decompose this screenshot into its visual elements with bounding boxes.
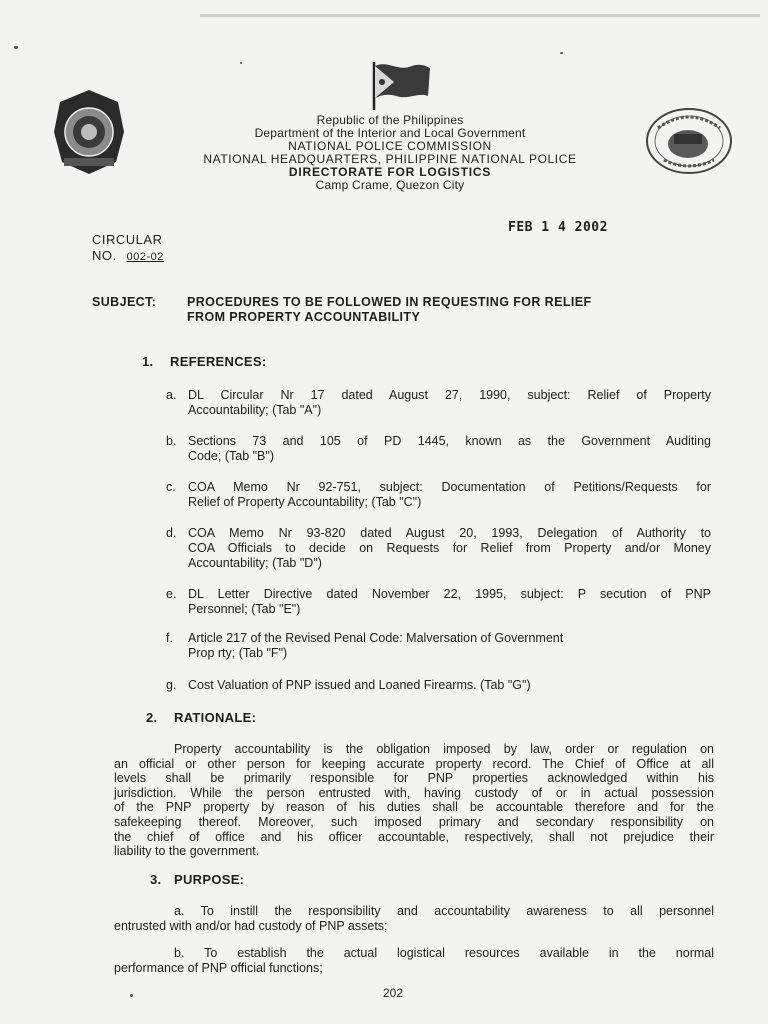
circular-label: CIRCULAR <box>92 232 163 247</box>
scan-speck <box>130 994 133 997</box>
section-references-heading: 1. REFERENCES: <box>142 354 267 369</box>
philippine-flag-icon <box>368 58 432 112</box>
reference-item-e: e. DL Letter Directive dated November 22, 1995, subject: P secution of PNP Personnel; (Tab "E") <box>166 587 711 616</box>
circular-number: 002-02 <box>126 251 164 263</box>
page-number: 202 <box>383 986 404 1000</box>
purpose-item-a: a. To instill the responsibility and accountability awareness to all personnel entrusted with and/or had custody of PNP assets; <box>114 904 714 933</box>
directorate-logistics-seal-icon <box>644 106 734 176</box>
reference-item-d: d. COA Memo Nr 93-820 dated August 20, 1993, Delegation of Authority to COA Officials to decide on Requests for Relief from Property and/or Money Accountability; (Tab "D") <box>166 526 711 570</box>
letterhead-department: Department of the Interior and Local Government <box>254 126 526 140</box>
letterhead-directorate: DIRECTORATE FOR LOGISTICS <box>288 165 492 179</box>
reference-item-a: a. DL Circular Nr 17 dated August 27, 1990, subject: Relief of Property Accountability; (Tab "A") <box>166 388 711 417</box>
letterhead-napolcom: NATIONAL POLICE COMMISSION <box>288 139 492 153</box>
subject-label: SUBJECT: <box>92 295 157 309</box>
letterhead <box>160 114 620 192</box>
section-purpose-heading: 3. PURPOSE: <box>150 872 245 887</box>
letterhead-headquarters: NATIONAL HEADQUARTERS, PHILIPPINE NATIONAL POLICE <box>203 152 577 166</box>
reference-item-g: g. Cost Valuation of PNP issued and Loaned Firearms. (Tab "G") <box>166 678 531 692</box>
letterhead-location: Camp Crame, Quezon City <box>315 178 465 192</box>
date-stamp: FEB 1 4 2002 <box>508 220 608 235</box>
scan-speck <box>14 46 18 49</box>
rationale-paragraph: Property accountability is the obligation imposed by law, order or regulation on an official or other person for keeping accurate property record. The Chief of Office at all levels shall be primarily responsible for PNP properties acknowledged within his jurisdiction. While the person entrusted with, having custody of or in actual possession of the PNP property by reason of his duties shall be accountable therefore and for the safekeeping thereof. Moreover, such imposed primary and secondary responsibility on the chief of office and his officer accountable, respectively, shall not prejudice their liability to the government. <box>114 742 714 859</box>
circular-no-label: NO. <box>92 248 117 263</box>
purpose-item-b: b. To establish the actual logistical resources available in the normal performance of PNP official functions; <box>114 946 714 975</box>
reference-item-f: f. Article 217 of the Revised Penal Code: Malversation of Government Prop rty; (Tab "F") <box>166 631 564 660</box>
scan-edge-line <box>200 14 760 17</box>
pnp-seal-icon <box>52 88 126 176</box>
scan-speck <box>240 62 242 64</box>
subject-line-1: PROCEDURES TO BE FOLLOWED IN REQUESTING FOR RELIEF <box>187 295 592 309</box>
section-rationale-heading: 2. RATIONALE: <box>146 710 257 725</box>
reference-item-b: b. Sections 73 and 105 of PD 1445, known as the Government Auditing Code; (Tab "B") <box>166 434 711 463</box>
subject-text <box>187 295 717 325</box>
circular-block <box>92 232 164 265</box>
reference-item-c: c. COA Memo Nr 92-751, subject: Documentation of Petitions/Requests for Relief of Property Accountability; (Tab "C") <box>166 480 711 509</box>
circular-number-row <box>92 248 164 265</box>
subject-line-2: FROM PROPERTY ACCOUNTABILITY <box>187 310 421 324</box>
scan-speck <box>560 52 563 54</box>
letterhead-republic: Republic of the Philippines <box>316 113 464 127</box>
